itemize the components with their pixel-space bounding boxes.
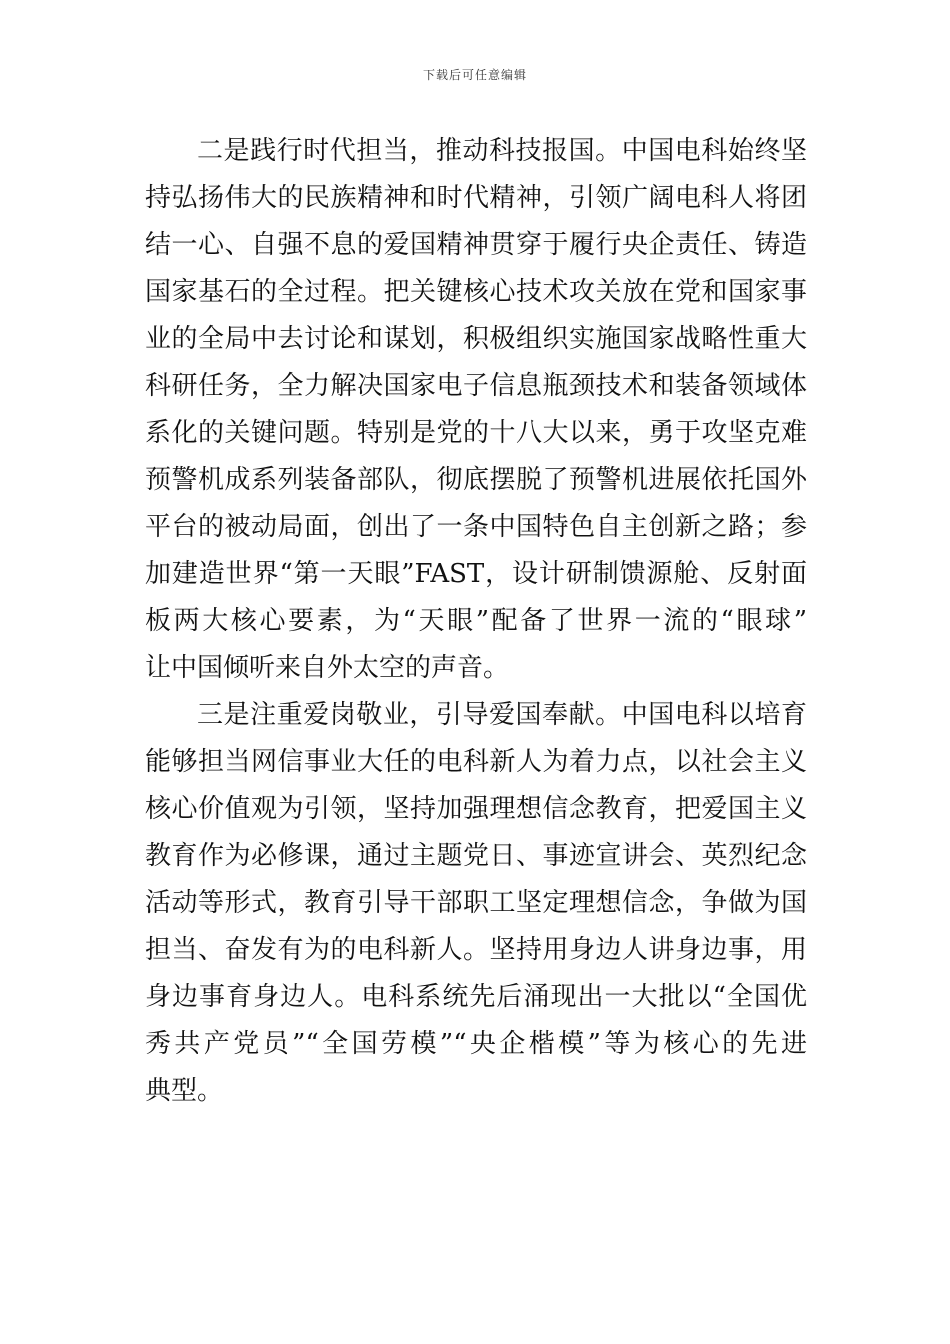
header-note: 下载后可任意编辑 bbox=[422, 68, 527, 82]
text-line: 三是注重爱岗敬业，引导爱国奉献。中国电科以培育 bbox=[197, 700, 807, 730]
text-line: 预警机成系列装备部队，彻底摆脱了预警机进展依托国外 bbox=[145, 465, 807, 495]
text-line: 典型。 bbox=[145, 1076, 224, 1106]
text-line: 教育作为必修课，通过主题党日、事迹宣讲会、英烈纪念 bbox=[145, 841, 807, 871]
text-line: 二是践行时代担当，推动科技报国。中国电科始终坚 bbox=[197, 136, 807, 166]
text-line: 科研任务，全力解决国家电子信息瓶颈技术和装备领域体 bbox=[145, 371, 807, 401]
text-line: 国家基石的全过程。把关键核心技术攻关放在党和国家事 bbox=[145, 277, 807, 307]
paragraph-2 bbox=[145, 692, 807, 1115]
text-line: 能够担当网信事业大任的电科新人为着力点，以社会主义 bbox=[145, 747, 807, 777]
text-line: 核心价值观为引领，坚持加强理想信念教育，把爱国主义 bbox=[145, 794, 807, 824]
text-line: 担当、奋发有为的电科新人。坚持用身边人讲身边事，用 bbox=[145, 935, 807, 965]
text-line: 活动等形式，教育引导干部职工坚定理想信念，争做为国 bbox=[145, 888, 807, 918]
document-body bbox=[145, 128, 807, 1115]
text-line: 持弘扬伟大的民族精神和时代精神，引领广阔电科人将团 bbox=[145, 183, 807, 213]
text-line: 系化的关键问题。特别是党的十八大以来，勇于攻坚克难 bbox=[145, 418, 807, 448]
text-line: 业的全局中去讨论和谋划，积极组织实施国家战略性重大 bbox=[145, 324, 807, 354]
text-line: 秀共产党员”“全国劳模”“央企楷模”等为核心的先进 bbox=[145, 1029, 807, 1059]
paragraph-1 bbox=[145, 128, 807, 692]
text-line: 结一心、自强不息的爱国精神贯穿于履行央企责任、铸造 bbox=[145, 230, 807, 260]
text-line: 平台的被动局面，创出了一条中国特色自主创新之路；参 bbox=[145, 512, 807, 542]
text-line: 身边事育身边人。电科系统先后涌现出一大批以“全国优 bbox=[145, 982, 807, 1012]
text-line: 板两大核心要素，为“天眼”配备了世界一流的“眼球” bbox=[145, 606, 807, 636]
text-line: 让中国倾听来自外太空的声音。 bbox=[145, 653, 510, 683]
text-line: 加建造世界“第一天眼”FAST，设计研制馈源舱、反射面 bbox=[145, 559, 807, 589]
